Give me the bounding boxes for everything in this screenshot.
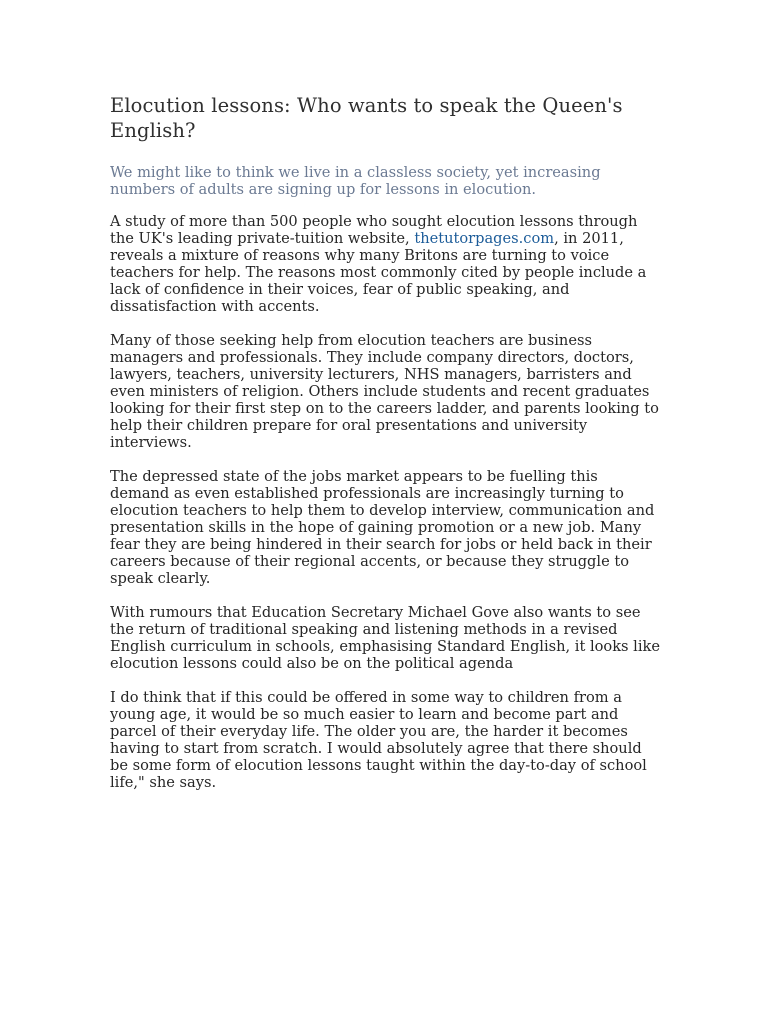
article-paragraph-3: The depressed state of the jobs market appears to be fuelling this demand as even established professionals are increasingly turning to elocution teachers to help them to develop interview, communication and presentation skills in the hope of gaining promotion or a new job. Many fear they are being hindered in their search for jobs or held back in their careers because of their regional accents, or because they struggle to speak clearly. <box>110 468 655 587</box>
article-paragraph-4: With rumours that Education Secretary Michael Gove also wants to see the return of traditional speaking and listening methods in a revised English curriculum in schools, emphasising Standard English, it looks like elocution lessons could also be on the political agenda <box>110 604 661 672</box>
paragraph-text: A study of more than 500 people who sought elocution lessons through the UK's leading private-tuition website, <box>110 213 638 247</box>
article-title: Elocution lessons: Who wants to speak the Queen's English? <box>110 94 623 142</box>
article-standfirst: We might like to think we live in a classless society, yet increasing numbers of adults are signing up for lessons in elocution. <box>110 164 601 198</box>
article-paragraph-5: I do think that if this could be offered in some way to children from a young age, it would be so much easier to learn and become part and parcel of their everyday life. The older you are, the harder it becomes having to start from scratch. I would absolutely agree that there should be some form of elocution lessons taught within the day-to-day of school life," she says. <box>110 689 647 791</box>
paragraph-text: , in 2011, reveals a mixture of reasons why many Britons are turning to voice teachers for help. The reasons most commonly cited by people include a lack of confidence in their voices, fear of public speaking, and dissatisfaction with accents. <box>110 230 647 315</box>
tutorpages-link[interactable]: thetutorpages.com <box>414 230 555 247</box>
article-paragraph-2: Many of those seeking help from elocution teachers are business managers and professionals. They include company directors, doctors, lawyers, teachers, university lecturers, NHS managers, barristers and even ministers of religion. Others include students and recent graduates looking for their first step on to the careers ladder, and parents looking to help their children prepare for oral presentations and university interviews. <box>110 332 659 451</box>
article-paragraph-1 <box>110 213 660 315</box>
article <box>110 93 660 808</box>
